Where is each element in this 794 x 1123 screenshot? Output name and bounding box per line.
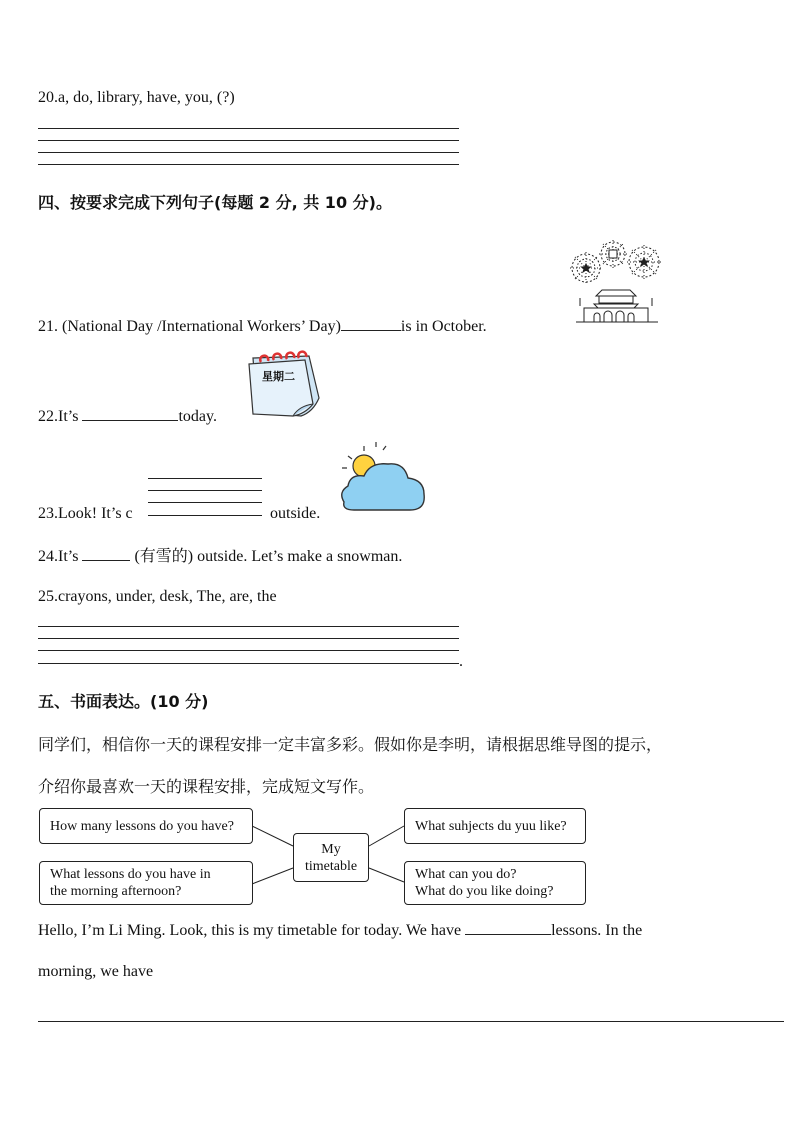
mindmap-question: How many lessons do you have? (50, 818, 234, 834)
writing-grid-line[interactable] (148, 515, 262, 516)
question-22-suffix: today. (178, 408, 217, 425)
calendar-weekday-label: 星期二 (262, 370, 295, 383)
answer-blank[interactable] (465, 920, 551, 935)
mindmap-box-top-left (39, 808, 253, 844)
question-24 (38, 546, 402, 567)
writing-grid-line (148, 478, 262, 479)
question-24-suffix: (有雪的) outside. Let’s make a snowman. (134, 548, 403, 565)
mindmap-question-line: What lessons do you have in (50, 867, 211, 882)
sun-cloud-image (334, 440, 430, 520)
answer-line[interactable] (38, 164, 459, 165)
section-5-intro-line-2: 介绍你最喜欢一天的课程安排，完成短文写作。 (38, 777, 375, 796)
answer-blank[interactable] (341, 316, 401, 331)
writing-grid-line (148, 502, 262, 503)
tiananmen-fireworks-image (566, 238, 666, 324)
question-21-prefix: 21. (National Day /International Workers’ Day) (38, 318, 341, 335)
essay-writing-line[interactable] (38, 1021, 784, 1022)
section-5-title: 五、书面表达。(10 分) (38, 692, 209, 711)
question-22 (38, 406, 217, 427)
mindmap-question-line: the morning afternoon? (50, 884, 182, 899)
answer-line[interactable] (38, 626, 459, 627)
writing-grid-line (148, 490, 262, 491)
answer-line[interactable] (38, 638, 459, 639)
section-4-title: 四、按要求完成下列句子(每题 2 分, 共 10 分)。 (38, 193, 392, 212)
essay-line-1-prefix: Hello, I’m Li Ming. Look, this is my timetable for today. We have (38, 922, 462, 939)
mindmap-question-line: What do you like doing? (415, 884, 554, 899)
question-25-end-mark: . (459, 653, 463, 670)
mindmap-question: What suhjects du yuu like? (415, 818, 567, 834)
answer-blank[interactable] (82, 546, 130, 561)
question-25: 25.crayons, under, desk, The, are, the (38, 588, 277, 605)
essay-line-1-suffix: lessons. In the (551, 922, 643, 939)
answer-line[interactable] (38, 663, 459, 664)
mindmap-center-line: My (321, 841, 341, 857)
question-21-suffix: is in October. (400, 318, 487, 335)
mindmap-center-line: timetable (304, 858, 358, 874)
question-20: 20.a, do, library, have, you, (?) (38, 89, 235, 106)
essay-line-2: morning, we have (38, 963, 154, 980)
mindmap-box-bottom-right (404, 861, 586, 905)
essay-line-1 (38, 920, 642, 941)
mindmap-center-box (293, 833, 369, 882)
answer-line[interactable] (38, 128, 459, 129)
answer-blank[interactable] (82, 406, 178, 421)
mindmap-box-bottom-left (39, 861, 253, 905)
mindmap-question-line: What can you do? (415, 867, 517, 882)
answer-line[interactable] (38, 650, 459, 651)
question-23-prefix: 23.Look! It’s c (38, 505, 133, 522)
section-5-intro-line-1: 同学们，相信你一天的课程安排一定丰富多彩。假如你是李明，请根据思维导图的提示， (38, 735, 663, 754)
mindmap-box-top-right (404, 808, 586, 844)
answer-line[interactable] (38, 140, 459, 141)
question-21 (38, 316, 487, 337)
answer-line[interactable] (38, 152, 459, 153)
question-22-prefix: 22.It’s (38, 408, 79, 425)
question-23-suffix: outside. (270, 505, 321, 522)
question-24-prefix: 24.It’s (38, 548, 79, 565)
calendar-image (243, 348, 323, 420)
